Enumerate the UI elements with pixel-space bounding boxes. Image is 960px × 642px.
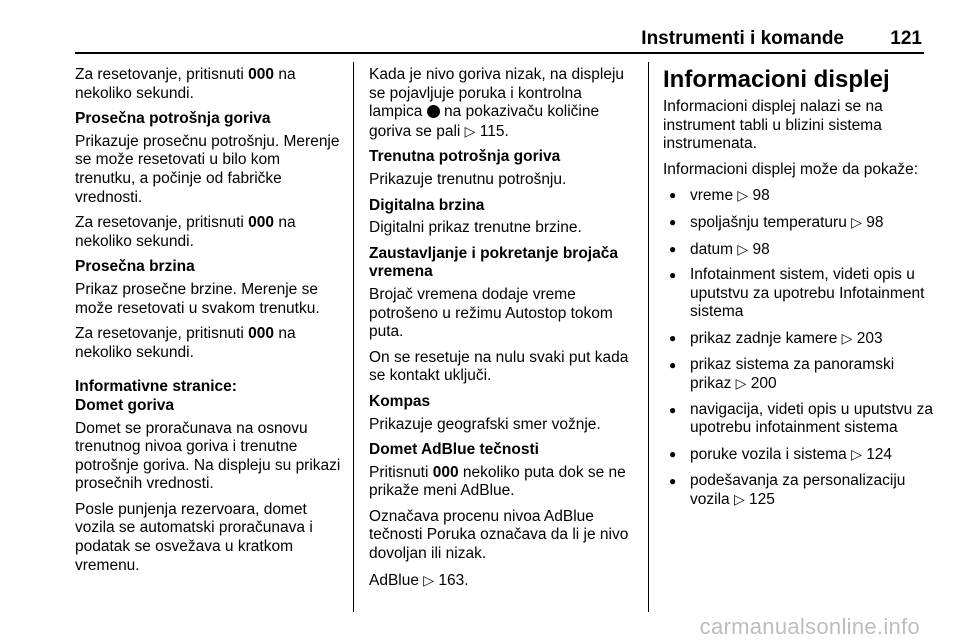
page-ref-arrow-icon: ▷ bbox=[423, 571, 435, 588]
list-item: ● spoljašnju temperaturu ▷ 98 bbox=[663, 213, 938, 233]
paragraph: Domet se proračunava na osnovu trenutnog nivoa goriva i trenutne potrošnje goriva. Na displeju su prikazi prosečnih vrednosti. bbox=[75, 419, 341, 493]
warning-lamp-icon bbox=[427, 105, 440, 118]
paragraph: Brojač vremena dodaje vreme potrošeno u režimu Autostop tokom puta. bbox=[369, 285, 613, 341]
paragraph: Digitalni prikaz trenutne brzine. bbox=[369, 219, 582, 237]
button-code: 000 bbox=[248, 66, 275, 83]
paragraph: Informacioni displej nalazi se na instrument tabli u blizini sistema instrumenata. bbox=[663, 98, 883, 153]
heading-fuel-range: Domet goriva bbox=[75, 396, 175, 414]
heading-avg-consumption: Prosečna potrošnja goriva bbox=[75, 110, 271, 128]
button-code: 000 bbox=[248, 214, 275, 232]
column-2 bbox=[369, 66, 637, 597]
heading-compass: Kompas bbox=[369, 392, 431, 410]
paragraph: Kada je nivo goriva nizak, na displeju se pojavljuje poruka i kontrolna lampica na pokazivaču količine goriva se pali ▷ 115. bbox=[369, 66, 625, 140]
button-code: 000 bbox=[432, 463, 459, 481]
page-ref-arrow-icon: ▷ bbox=[841, 329, 853, 346]
page-header bbox=[0, 0, 960, 56]
page-ref-arrow-icon: ▷ bbox=[851, 213, 862, 230]
list-item: ● datum ▷ 98 bbox=[663, 240, 938, 260]
column-1 bbox=[75, 66, 343, 582]
paragraph: Za resetovanje, pritisnuti 000 na nekoliko sekundi. bbox=[75, 214, 296, 250]
page-ref: 115. bbox=[479, 122, 509, 140]
paragraph: AdBlue ▷ 163. bbox=[369, 571, 469, 589]
page-ref-arrow-icon: ▷ bbox=[464, 122, 476, 139]
heading-adblue-range: Domet AdBlue tečnosti bbox=[369, 441, 539, 459]
heading-stop-start-timer: Zaustavljanje i pokretanje brojača vremena bbox=[369, 244, 618, 281]
page-ref-arrow-icon: ▷ bbox=[735, 375, 747, 392]
list-item: ● podešavanja za personalizaciju vozila ▷ 125 bbox=[663, 472, 938, 510]
column-3 bbox=[663, 66, 938, 517]
heading-avg-speed: Prosečna brzina bbox=[75, 258, 195, 276]
paragraph: On se resetuje na nulu svaki put kada se kontakt uključi. bbox=[369, 348, 629, 385]
page-ref-arrow-icon: ▷ bbox=[737, 240, 749, 257]
paragraph: Označava procenu nivoa AdBlue tečnosti Poruka označava da li je nivo dovoljan ili nizak. bbox=[369, 507, 629, 563]
paragraph: Za resetovanje, pritisnuti 000 na nekoliko sekundi. bbox=[75, 325, 296, 361]
paragraph: Prikaz prosečne brzine. Merenje se može resetovati u svakom trenutku. bbox=[75, 280, 320, 317]
display-items-list bbox=[663, 186, 938, 509]
paragraph: Prikazuje prosečnu potrošnju. Merenje se može resetovati u bilo kom trenutku, a počinje od fabričke vrednosti. bbox=[75, 132, 340, 206]
watermark: carmanualsonline.info bbox=[699, 614, 920, 639]
list-item: ● prikaz zadnje kamere ▷ 203 bbox=[663, 329, 938, 349]
paragraph: Za resetovanje, pritisnuti 000 na nekoliko sekundi. bbox=[75, 66, 296, 102]
header-rule bbox=[75, 52, 924, 54]
list-item: ● poruke vozila i sistema ▷ 124 bbox=[663, 445, 938, 465]
page-ref-arrow-icon: ▷ bbox=[733, 491, 745, 508]
heading-current-consumption: Trenutna potrošnja goriva bbox=[369, 148, 561, 166]
paragraph: Posle punjenja rezervoara, domet vozila se automatski proračunava i podatak se osvežava u kratkom vremenu. bbox=[75, 500, 313, 574]
column-divider-2 bbox=[648, 62, 649, 612]
column-divider-1 bbox=[353, 62, 354, 612]
heading-info-pages: Informativne stranice: bbox=[75, 378, 237, 396]
button-code: 000 bbox=[248, 325, 275, 343]
paragraph: Prikazuje geografski smer vožnje. bbox=[369, 415, 601, 433]
section-title: Informacioni displej bbox=[663, 66, 890, 93]
list-item: ● vreme ▷ 98 bbox=[663, 186, 938, 206]
page-ref-arrow-icon: ▷ bbox=[737, 187, 749, 204]
paragraph: Informacioni displej može da pokaže: bbox=[663, 160, 919, 178]
list-item: ● navigacija, videti opis u uputstvu za upotrebu infotainment sistema bbox=[663, 401, 938, 438]
list-item: ● prikaz sistema za panoramski prikaz ▷ 200 bbox=[663, 356, 938, 394]
list-item: ● Infotainment sistem, videti opis u uputstvu za upotrebu Infotainment sistema bbox=[663, 266, 938, 322]
heading-digital-speed: Digitalna brzina bbox=[369, 196, 485, 214]
page-title: Instrumenti i komande bbox=[641, 28, 844, 49]
page-ref-arrow-icon: ▷ bbox=[851, 445, 862, 462]
paragraph: Prikazuje trenutnu potrošnju. bbox=[369, 170, 567, 188]
paragraph: Pritisnuti 000 nekoliko puta dok se ne prikaže meni AdBlue. bbox=[369, 463, 626, 500]
page-ref: 163. bbox=[438, 571, 469, 589]
page-number: 121 bbox=[890, 28, 922, 49]
